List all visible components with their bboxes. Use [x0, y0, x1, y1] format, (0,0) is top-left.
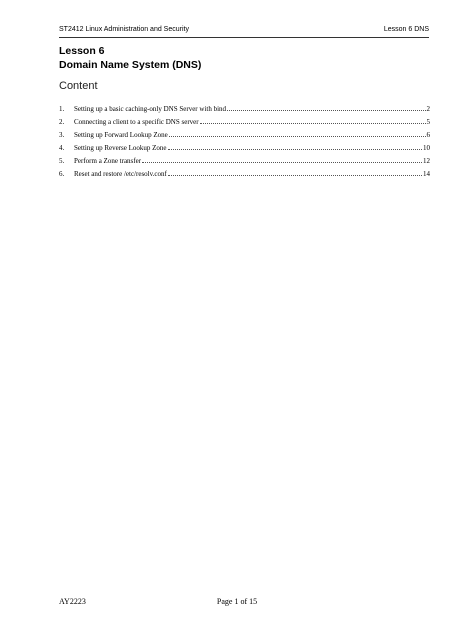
- lesson-topic-title: Domain Name System (DNS): [59, 59, 202, 71]
- toc-entry[interactable]: [59, 139, 430, 152]
- toc-leader-dots: [168, 175, 422, 176]
- toc-entry-text: Connecting a client to a specific DNS server: [74, 118, 199, 126]
- toc-leader-dots: [169, 136, 426, 137]
- header-course-title: ST2412 Linux Administration and Security: [59, 26, 189, 33]
- header-divider: [59, 37, 429, 38]
- toc-entry-text: Setting up a basic caching-only DNS Server with bind: [74, 105, 227, 113]
- toc-entry-number: 2.: [59, 118, 65, 126]
- toc-entry-number: 5.: [59, 157, 65, 165]
- toc-entry-text: Setting up Forward Lookup Zone: [74, 131, 168, 139]
- toc-entry-page: 12: [423, 157, 430, 165]
- table-of-contents: [59, 100, 430, 178]
- toc-entry-page: 10: [423, 144, 430, 152]
- toc-entry-number: 1.: [59, 105, 65, 113]
- toc-leader-dots: [142, 162, 422, 163]
- toc-leader-dots: [168, 149, 422, 150]
- toc-entry-text: Reset and restore /etc/resolv.conf: [74, 170, 167, 178]
- toc-heading: Content: [59, 80, 98, 92]
- toc-entry-text: Setting up Reverse Lookup Zone: [74, 144, 167, 152]
- toc-entry[interactable]: [59, 113, 430, 126]
- toc-entry[interactable]: [59, 152, 430, 165]
- toc-leader-dots: [227, 110, 425, 111]
- toc-entry[interactable]: [59, 126, 430, 139]
- toc-entry[interactable]: [59, 100, 430, 113]
- toc-leader-dots: [200, 123, 426, 124]
- footer-page-number: Page 1 of 15: [216, 597, 258, 606]
- toc-entry-number: 4.: [59, 144, 65, 152]
- toc-entry-text: Perform a Zone transfer: [74, 157, 142, 165]
- lesson-number-title: Lesson 6: [59, 45, 105, 57]
- header-lesson-label: Lesson 6 DNS: [383, 26, 429, 33]
- toc-entry-page: 5: [426, 118, 430, 126]
- toc-entry-page: 6: [426, 131, 430, 139]
- toc-entry-page: 2: [426, 105, 430, 113]
- toc-entry[interactable]: [59, 165, 430, 178]
- footer-academic-year: AY2223: [59, 597, 86, 606]
- toc-entry-number: 3.: [59, 131, 65, 139]
- toc-entry-number: 6.: [59, 170, 65, 178]
- toc-entry-page: 14: [423, 170, 430, 178]
